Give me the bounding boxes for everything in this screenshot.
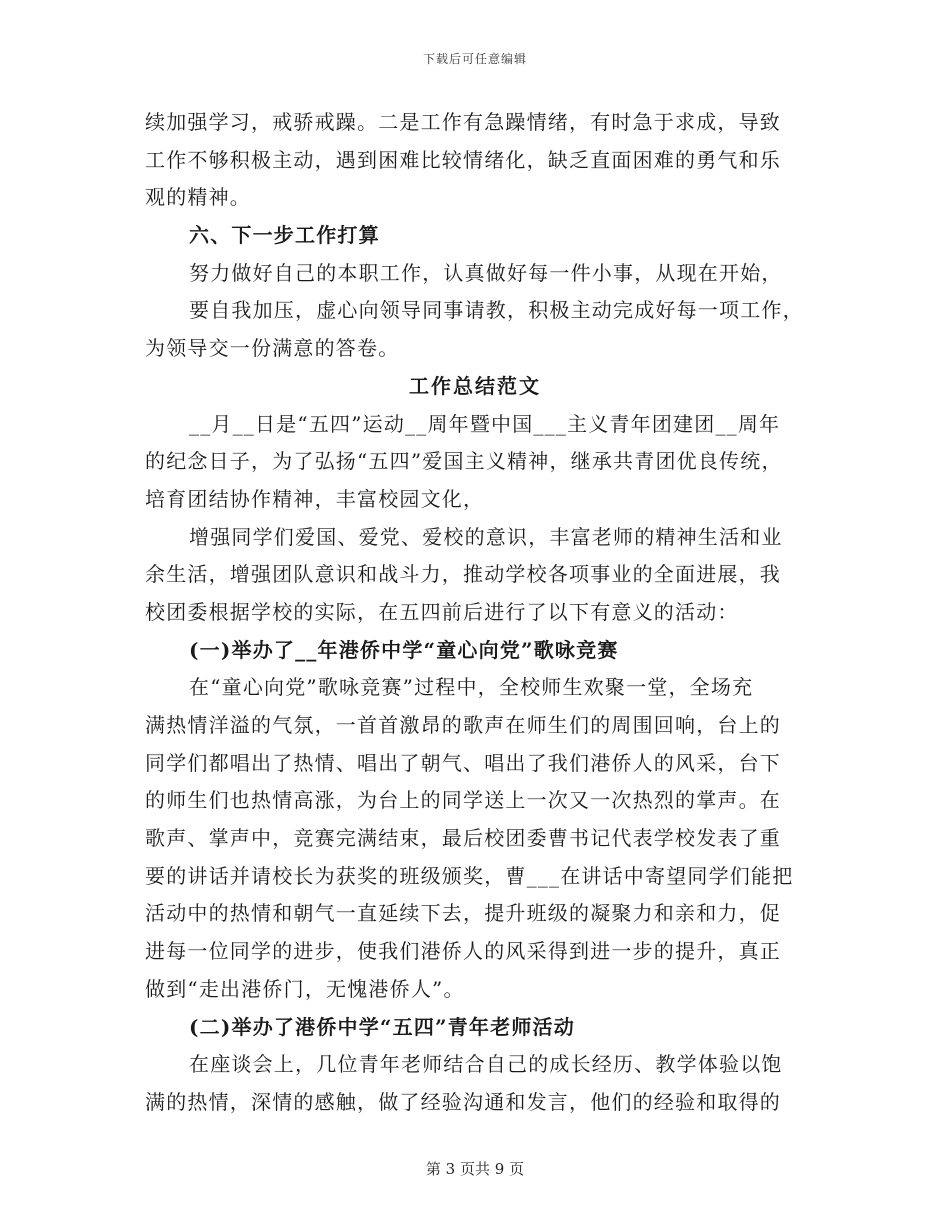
body-line: 进每一位同学的进步，使我们港侨人的风采得到进一步的提升，真正 [145, 939, 781, 964]
body-line: 做到“走出港侨门，无愧港侨人”。 [145, 976, 465, 1001]
body-line: 的师生们也热情高涨，为台上的同学送上一次又一次热烈的掌声。在 [145, 788, 781, 813]
section-heading: (二)举办了港侨中学“五四”青年老师活动 [189, 1014, 575, 1039]
body-line: 的纪念日子，为了弘扬“五四”爱国主义精神，继承共青团优良传统， [145, 449, 783, 474]
body-line: 歌声、掌声中，竞赛完满结束，最后校团委曹书记代表学校发表了重 [145, 826, 781, 851]
body-line: 同学们都唱出了热情、唱出了朝气、唱出了我们港侨人的风采，台下 [145, 750, 781, 775]
body-line: 在“童心向党”歌咏竞赛”过程中，全校师生欢聚一堂，全场充 [189, 675, 754, 700]
body-line: 为领导交一份满意的答卷。 [145, 336, 400, 361]
body-line: 努力做好自己的本职工作，认真做好每一件小事，从现在开始， [189, 260, 783, 285]
section-heading: (一)举办了__年港侨中学“童心向党”歌咏竞赛 [189, 637, 619, 662]
body-line: 要自我加压，虚心向领导同事请教，积极主动完成好每一项工作， [189, 298, 804, 323]
section-heading: 六、下一步工作打算 [189, 223, 380, 248]
body-line: 满热情洋溢的气氛，一首首激昂的歌声在师生们的周围回响，台上的 [145, 713, 781, 737]
body-line: 增强同学们爱国、爱党、爱校的意识，丰富老师的精神生活和业 [189, 524, 783, 549]
body-line: 要的讲话并请校长为获奖的班级颁奖，曹___在讲话中寄望同学们能把 [145, 863, 794, 888]
body-line: 续加强学习，戒骄戒躁。二是工作有急躁情绪，有时急于求成，导致 [145, 110, 781, 134]
body-line: 校团委根据学校的实际，在五四前后进行了以下有意义的活动： [145, 599, 739, 624]
page-header: 下载后可任意编辑 [422, 52, 527, 66]
body-line: 工作不够积极主动，遇到困难比较情绪化，缺乏直面困难的勇气和乐 [145, 147, 781, 172]
document-title: 工作总结范文 [409, 373, 541, 398]
page-footer: 第 3 页共 9 页 [425, 1160, 525, 1178]
body-line: 观的精神。 [145, 185, 251, 210]
body-line: __月__日是“五四”运动__周年暨中国___主义青年团建团__周年 [189, 411, 781, 436]
body-line: 余生活，增强团队意识和战斗力，推动学校各项事业的全面进展，我 [145, 562, 781, 587]
body-line: 培育团结协作精神，丰富校园文化， [145, 486, 485, 511]
body-line: 在座谈会上，几位青年老师结合自己的成长经历、教学体验以饱 [189, 1052, 783, 1077]
body-line: 活动中的热情和朝气一直延续下去，提升班级的凝聚力和亲和力，促 [145, 901, 781, 926]
document-body [145, 104, 805, 1122]
body-line: 满的热情，深情的感触，做了经验沟通和发言，他们的经验和取得的 [145, 1089, 781, 1114]
